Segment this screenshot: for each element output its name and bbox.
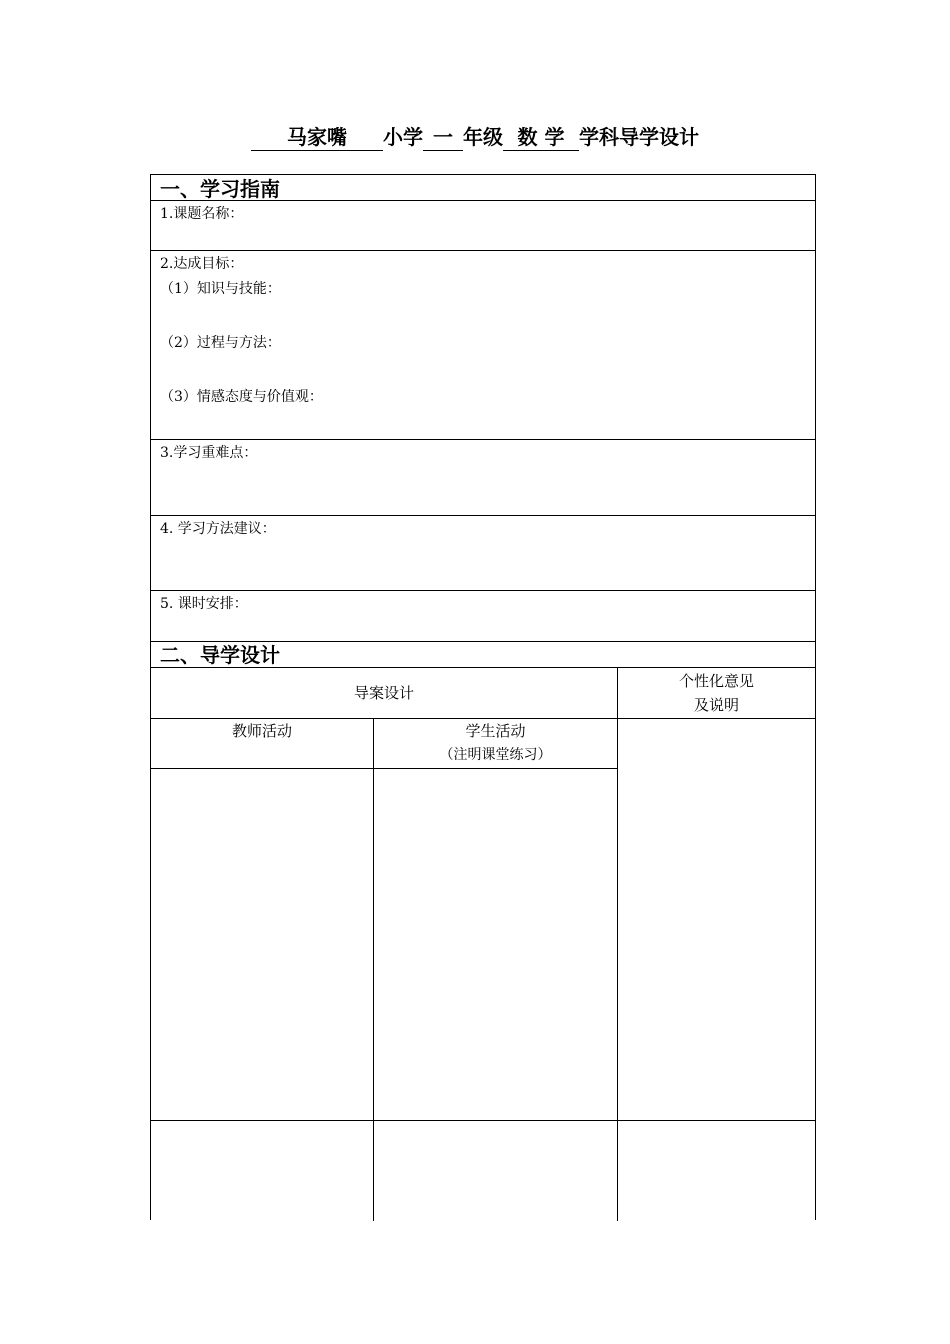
goal-emotion-label: （3）情感态度与价值观： [160, 389, 323, 405]
topic-label: 1.课题名称： [160, 206, 244, 222]
school-suffix: 小学 [383, 125, 423, 149]
key-points-label: 3.学习重难点： [160, 445, 258, 461]
section1-heading: 一、学习指南 [160, 177, 280, 201]
student-activity-header: 学生活动 [465, 722, 526, 740]
grade-field: 一 [423, 124, 463, 151]
teacher-activity-header: 教师活动 [231, 722, 292, 740]
grade-suffix: 年级 [463, 125, 503, 149]
subject-field: 数 学 [503, 124, 579, 151]
notes-cell[interactable] [618, 719, 815, 1120]
notes-header-line1: 个性化意见 [678, 672, 754, 690]
goal-process-label: （2）过程与方法： [160, 335, 281, 351]
notes-header-line2: 及说明 [693, 696, 739, 714]
teacher-activity-cell[interactable] [151, 769, 373, 1120]
goals-label: 2.达成目标： [160, 256, 244, 272]
section2-heading: 二、导学设计 [160, 643, 280, 667]
title-suffix: 学科导学设计 [579, 125, 699, 149]
plan-header: 导案设计 [353, 684, 414, 702]
schedule-label: 5. 课时安排： [160, 596, 248, 612]
student-activity-cell[interactable] [374, 769, 617, 1120]
goal-knowledge-label: （1）知识与技能： [160, 281, 281, 297]
document-title [0, 122, 950, 152]
guide-form-table [150, 174, 816, 1220]
method-label: 4. 学习方法建议： [160, 521, 276, 537]
school-name-field: 马家嘴 [251, 124, 383, 151]
student-activity-subheader: （注明课堂练习） [439, 747, 552, 763]
